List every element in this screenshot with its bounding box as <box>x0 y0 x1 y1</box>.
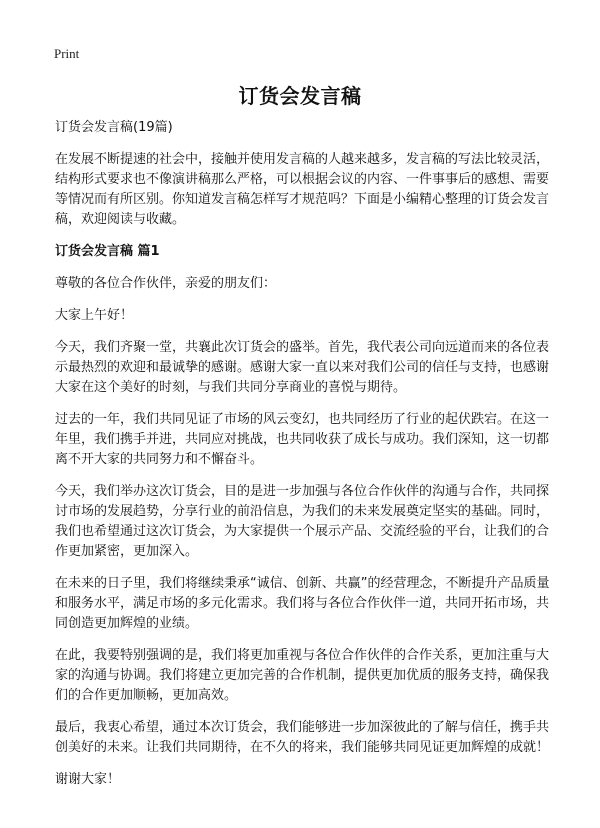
print-link[interactable]: Print <box>54 46 80 61</box>
body-paragraph: 今天，我们举办这次订货会，目的是进一步加强与各位合作伙伴的沟通与合作，共同探讨市场的发展趋势，分享行业的前沿信息，为我们的未来发展奠定坚实的基础。同时，我们也希望通过这次订货会，为大家提供一个展示产品、交流经验的平台，让我们的合作更加紧密，更加深入。 <box>55 484 550 559</box>
article-body <box>55 118 551 802</box>
body-paragraph: 过去的一年，我们共同见证了市场的风云变幻，也共同经历了行业的起伏跌宕。在这一年里，我们携手并进，共同应对挑战，也共同收获了成长与成功。我们深知，这一切都离不开大家的共同努力和不懈奋斗。 <box>55 412 550 467</box>
document-subtitle: 订货会发言稿(19篇) <box>55 120 173 135</box>
salutation: 大家上午好！ <box>55 308 134 323</box>
section-heading: 订货会发言稿 篇1 <box>55 244 160 259</box>
page-title: 订货会发言稿 <box>238 84 362 108</box>
greeting: 尊敬的各位合作伙伴，亲爱的朋友们： <box>55 276 277 291</box>
intro-paragraph: 在发展不断提速的社会中，接触并使用发言稿的人越来越多，发言稿的写法比较灵活，结构形式要求也不像演讲稿那么严格，可以根据会议的内容、一件事事后的感想、需要等情况而有所区别。你知道发言稿怎样写才规范吗？下面是小编精心整理的订货会发言稿，欢迎阅读与收藏。 <box>55 152 550 227</box>
closing: 谢谢大家！ <box>55 772 121 787</box>
body-paragraph: 在此，我要特别强调的是，我们将更加重视与各位合作伙伴的合作关系，更加注重与大家的沟通与协调。我们将建立更加完善的合作机制，提供更加优质的服务支持，确保我们的合作更加顺畅，更加高效。 <box>55 648 550 703</box>
body-paragraph: 最后，我衷心希望，通过本次订货会，我们能够进一步加深彼此的了解与信任，携手共创美好的未来。让我们共同期待，在不久的将来，我们能够共同见证更加辉煌的成就！ <box>55 720 550 755</box>
body-paragraph: 今天，我们齐聚一堂，共襄此次订货会的盛举。首先，我代表公司向远道而来的各位表示最热烈的欢迎和最诚挚的感谢。感谢大家一直以来对我们公司的信任与支持，也感谢大家在这个美好的时刻，与我们共同分享商业的喜悦与期待。 <box>55 340 550 395</box>
body-paragraph: 在未来的日子里，我们将继续秉承“诚信、创新、共赢”的经营理念，不断提升产品质量和服务水平，满足市场的多元化需求。我们将与各位合作伙伴一道，共同开拓市场，共同创造更加辉煌的业绩。 <box>55 576 550 631</box>
